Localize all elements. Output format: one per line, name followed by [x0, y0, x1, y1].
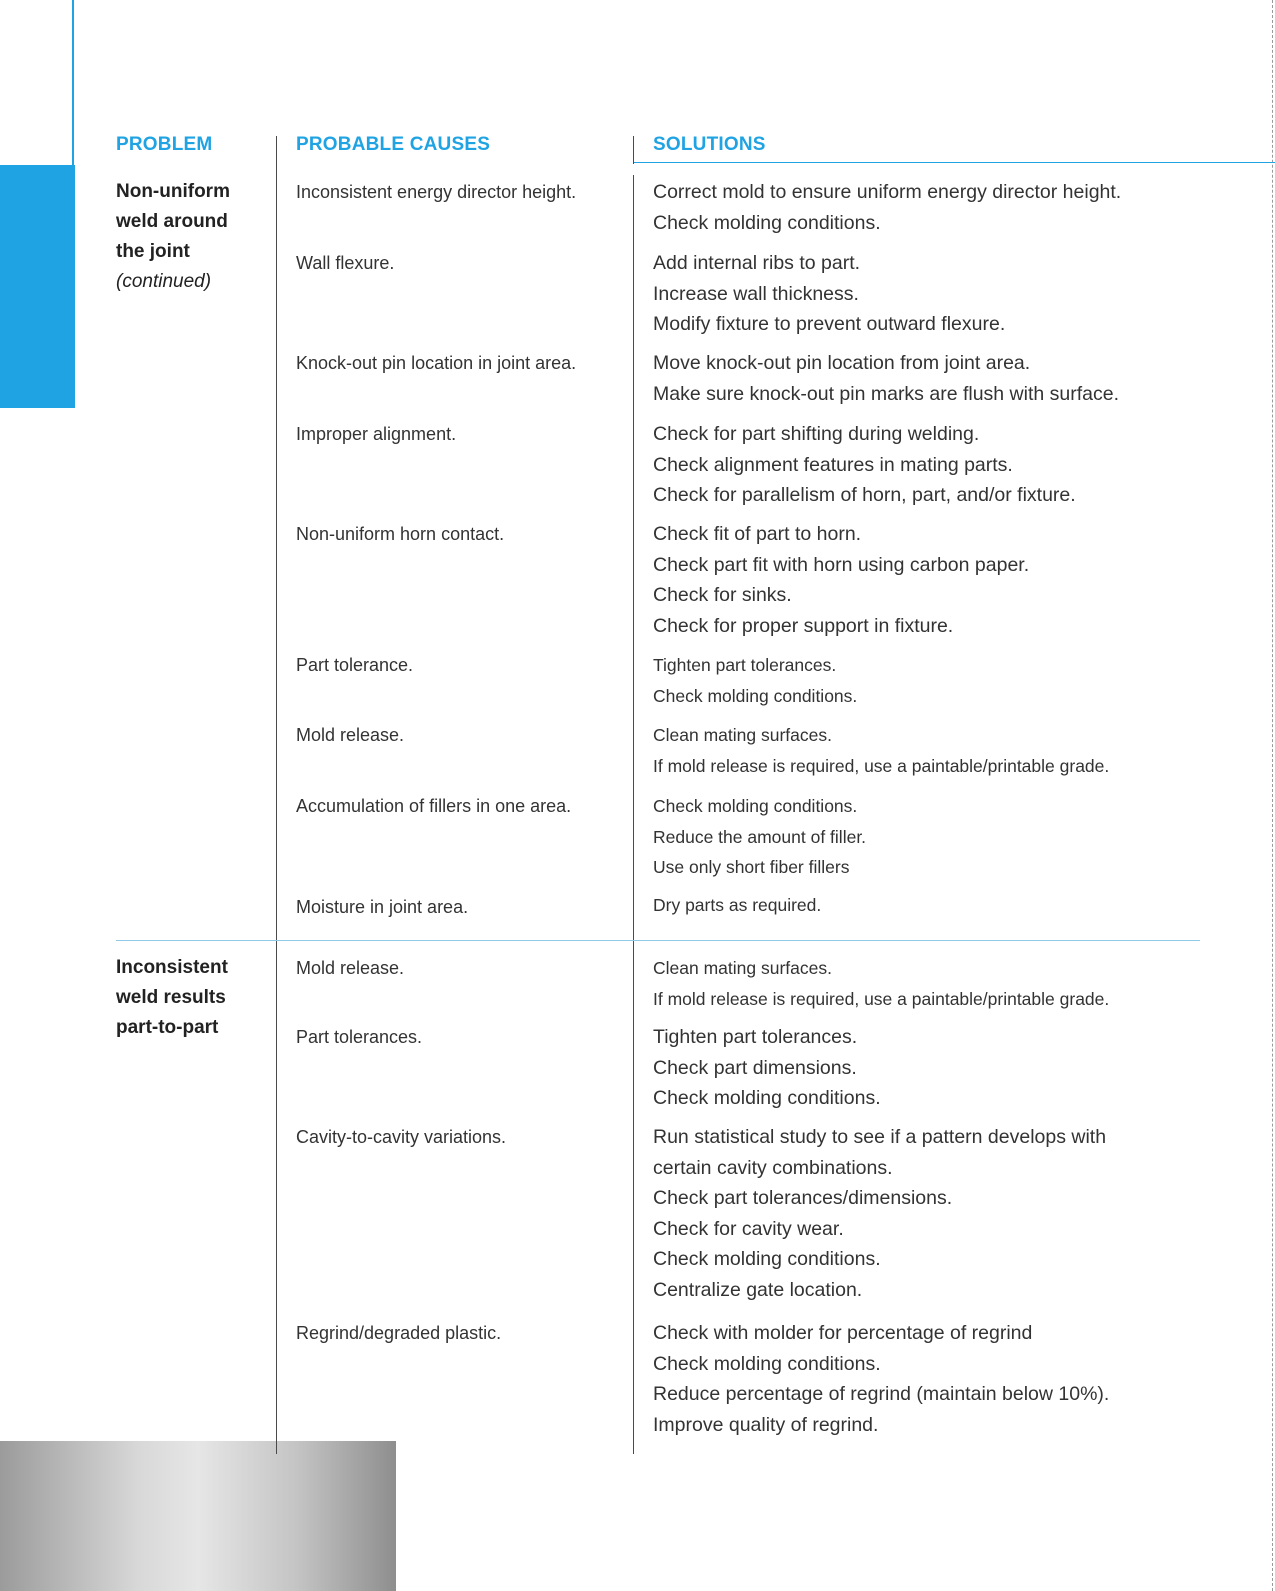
solution-line: certain cavity combinations.	[653, 1156, 893, 1179]
crop-guide	[1272, 0, 1273, 1591]
solution-line: Check for parallelism of horn, part, and/or fixture.	[653, 484, 1076, 506]
solution-group	[653, 890, 821, 921]
solution-line: Make sure knock-out pin marks are flush with surface.	[653, 382, 1120, 405]
cause-item: Accumulation of fillers in one area.	[296, 796, 572, 816]
solution-line: Centralize gate location.	[653, 1278, 863, 1301]
cause-item: Non-uniform horn contact.	[296, 524, 505, 544]
footer-gradient-bar	[0, 1441, 396, 1591]
margin-rule	[72, 0, 74, 165]
solution-line: Dry parts as required.	[653, 895, 822, 915]
cause-item: Wall flexure.	[296, 253, 395, 273]
solution-line: Modify fixture to prevent outward flexure.	[653, 313, 1006, 335]
cause-item: Regrind/degraded plastic.	[296, 1323, 502, 1343]
solution-line: Check part dimensions.	[653, 1056, 857, 1079]
solution-group	[653, 650, 857, 711]
solution-line: Check for proper support in fixture.	[653, 614, 954, 637]
cause-item: Mold release.	[296, 958, 405, 978]
solution-group	[653, 720, 1109, 781]
solution-group	[653, 1318, 1109, 1440]
solution-line: Check part tolerances/dimensions.	[653, 1187, 953, 1209]
column-divider-solutions	[633, 175, 634, 1454]
solution-group	[653, 1022, 881, 1114]
solution-line: If mold release is required, use a paintable/printable grade.	[653, 755, 1110, 776]
solution-group	[653, 519, 1029, 641]
solution-line: Check molding conditions.	[653, 685, 858, 706]
solution-line: If mold release is required, use a paintable/printable grade.	[653, 988, 1110, 1009]
cause-item: Cavity-to-cavity variations.	[296, 1127, 507, 1147]
problem-title: Non-uniform weld around the joint	[116, 181, 230, 262]
solution-group	[653, 419, 1076, 511]
solution-line: Check for part shifting during welding.	[653, 423, 980, 445]
column-divider-solutions-header	[633, 136, 634, 164]
solution-group	[653, 177, 1121, 238]
section-tab	[0, 165, 75, 408]
cause-item: Knock-out pin location in joint area.	[296, 353, 577, 373]
solution-line: Check alignment features in mating parts.	[653, 453, 1013, 476]
problem-inconsistent-weld	[116, 953, 246, 1043]
solution-group	[653, 953, 1109, 1014]
solution-line: Run statistical study to see if a pattern develops with	[653, 1126, 1107, 1148]
solution-line: Reduce the amount of filler.	[653, 826, 867, 847]
problem-note: (continued)	[116, 271, 212, 292]
solution-line: Reduce percentage of regrind (maintain below 10%).	[653, 1383, 1110, 1405]
header-solutions: SOLUTIONS	[653, 134, 766, 155]
solution-line: Check molding conditions.	[653, 1087, 881, 1109]
solution-line: Check molding conditions.	[653, 796, 858, 816]
solution-line: Tighten part tolerances.	[653, 655, 837, 675]
cause-item: Moisture in joint area.	[296, 897, 469, 917]
header-probable-causes: PROBABLE CAUSES	[296, 134, 491, 155]
solution-line: Check for cavity wear.	[653, 1217, 844, 1240]
section-divider	[116, 940, 1200, 941]
solution-line: Move knock-out pin location from joint area.	[653, 352, 1031, 374]
cause-item: Mold release.	[296, 725, 405, 745]
solution-line: Check molding conditions.	[653, 1248, 881, 1270]
cause-item: Part tolerance.	[296, 655, 414, 675]
solution-group	[653, 1122, 1106, 1305]
header-rule	[633, 162, 1275, 163]
solution-line: Clean mating surfaces.	[653, 725, 832, 745]
cause-item: Inconsistent energy director height.	[296, 182, 577, 202]
solution-line: Check molding conditions.	[653, 211, 881, 234]
header-problem: PROBLEM	[116, 134, 213, 155]
solution-line: Correct mold to ensure uniform energy director height.	[653, 181, 1122, 203]
cause-item: Part tolerances.	[296, 1027, 423, 1047]
solution-line: Use only short fiber fillers	[653, 857, 850, 877]
solution-line: Add internal ribs to part.	[653, 252, 861, 274]
problem-nonuniform-weld	[116, 177, 246, 297]
solution-line: Clean mating surfaces.	[653, 958, 832, 978]
solution-line: Tighten part tolerances.	[653, 1026, 858, 1048]
solution-line: Check molding conditions.	[653, 1352, 881, 1375]
column-divider-causes	[276, 136, 277, 1454]
solution-line: Increase wall thickness.	[653, 282, 859, 305]
solution-line: Check for sinks.	[653, 584, 792, 606]
problem-title: Inconsistent weld results part-to-part	[116, 957, 228, 1038]
solution-group	[653, 248, 1005, 340]
solution-group	[653, 348, 1119, 409]
solution-line: Check part fit with horn using carbon paper.	[653, 553, 1030, 576]
solution-line: Check with molder for percentage of regrind	[653, 1322, 1033, 1344]
solution-line: Improve quality of regrind.	[653, 1413, 879, 1436]
solution-line: Check fit of part to horn.	[653, 523, 862, 545]
solution-group	[653, 791, 866, 883]
cause-item: Improper alignment.	[296, 424, 457, 444]
